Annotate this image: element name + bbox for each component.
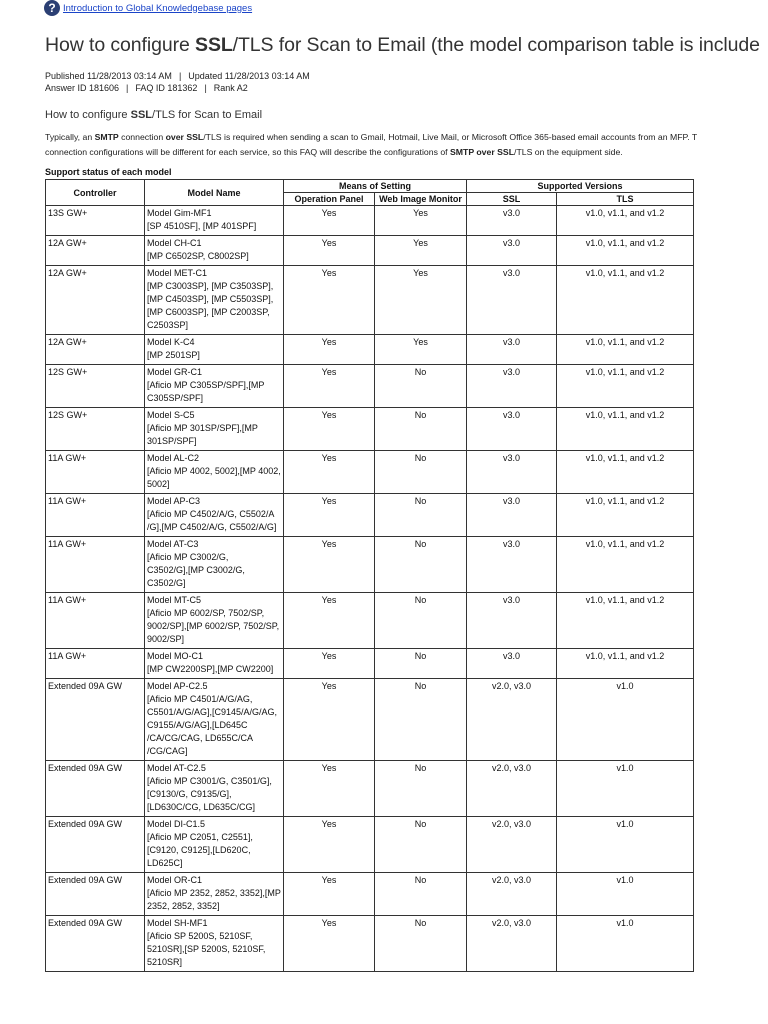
cell-controller: 13S GW+	[46, 206, 145, 236]
cell-ssl: v3.0	[467, 266, 557, 335]
model-name-line: [SP 4510SF], [MP 401SPF]	[147, 221, 257, 231]
cell-operation-panel: Yes	[284, 761, 375, 817]
header-model-name: Model Name	[145, 180, 284, 206]
meta-separator: |	[204, 83, 207, 93]
cell-tls: v1.0, v1.1, and v1.2	[557, 266, 694, 335]
cell-model-name	[145, 679, 284, 761]
model-name-line: Model DI-C1.5	[147, 819, 206, 829]
header-operation-panel: Operation Panel	[284, 193, 375, 206]
cell-ssl: v2.0, v3.0	[467, 679, 557, 761]
model-name-line: Model CH-C1	[147, 238, 202, 248]
model-name-line: [MP CW2200SP],[MP CW2200]	[147, 664, 274, 674]
cell-web-image-monitor: No	[375, 817, 467, 873]
model-name-line: [C9130/G, C9135/G],	[147, 789, 232, 799]
meta-separator: |	[178, 71, 182, 81]
cell-ssl: v2.0, v3.0	[467, 817, 557, 873]
cell-tls: v1.0	[557, 679, 694, 761]
model-name-line: [MP C3003SP], [MP C3503SP],	[147, 281, 274, 291]
model-name-line: C3502/G]	[147, 578, 186, 588]
cell-controller: 12S GW+	[46, 408, 145, 451]
cell-ssl: v2.0, v3.0	[467, 873, 557, 916]
question-circle-icon[interactable]: ?	[44, 0, 60, 16]
meta-line-1	[45, 70, 310, 82]
cell-controller: Extended 09A GW	[46, 817, 145, 873]
cell-controller: 12A GW+	[46, 266, 145, 335]
cell-tls: v1.0, v1.1, and v1.2	[557, 451, 694, 494]
model-name-line: [C9120, C9125],[LD620C,	[147, 845, 251, 855]
cell-ssl: v3.0	[467, 494, 557, 537]
model-name-line: [Aficio SP 5200S, 5210SF,	[147, 931, 253, 941]
cell-operation-panel: Yes	[284, 335, 375, 365]
header-tls: TLS	[557, 193, 694, 206]
cell-web-image-monitor: Yes	[375, 236, 467, 266]
cell-web-image-monitor: Yes	[375, 335, 467, 365]
model-name-line: 5210SR]	[147, 957, 183, 967]
model-name-line: /G],[MP C4502/A/G, C5502/A/G]	[147, 522, 277, 532]
cell-controller: Extended 09A GW	[46, 679, 145, 761]
model-name-line: /CA/CG/CAG, LD655C/CA	[147, 733, 254, 743]
table-section-label: Support status of each model	[45, 167, 172, 177]
cell-ssl: v3.0	[467, 451, 557, 494]
model-name-line: [LD630C/CG, LD635C/CG]	[147, 802, 256, 812]
article-meta	[45, 70, 310, 94]
cell-web-image-monitor: No	[375, 873, 467, 916]
intro-paragraph	[45, 130, 768, 160]
intro-bold: SMTP over SSL	[449, 147, 515, 157]
page-title	[45, 34, 768, 57]
faq-id: FAQ ID 181362	[135, 83, 198, 93]
cell-controller: 12S GW+	[46, 365, 145, 408]
intro-line-2	[45, 145, 768, 160]
intro-text: connection	[118, 132, 166, 142]
table-row	[46, 335, 694, 365]
cell-model-name	[145, 761, 284, 817]
header-ssl: SSL	[467, 193, 557, 206]
cell-ssl: v3.0	[467, 335, 557, 365]
model-name-line: 301SP/SPF]	[147, 436, 197, 446]
table-row	[46, 537, 694, 593]
model-support-table	[45, 179, 694, 972]
cell-operation-panel: Yes	[284, 408, 375, 451]
cell-operation-panel: Yes	[284, 916, 375, 972]
cell-tls: v1.0, v1.1, and v1.2	[557, 494, 694, 537]
intro-line-1	[45, 130, 768, 145]
table-row	[46, 494, 694, 537]
model-name-line: [Aficio MP C3001/G, C3501/G],	[147, 776, 272, 786]
model-name-line: Model AT-C2.5	[147, 763, 206, 773]
model-name-line: C9155/A/G/AG],[LD645C	[147, 720, 248, 730]
cell-operation-panel: Yes	[284, 537, 375, 593]
cell-controller: 11A GW+	[46, 451, 145, 494]
intro-text: /TLS is required when sending a scan to Gmail, Hotmail, Live Mail, or Microsoft Office 365-based email accounts from an MFP. T	[203, 132, 698, 142]
cell-tls: v1.0	[557, 817, 694, 873]
cell-model-name	[145, 236, 284, 266]
model-name-line: LD625C]	[147, 858, 183, 868]
subtitle-bold: SSL	[130, 109, 153, 121]
table-row	[46, 817, 694, 873]
model-name-line: [Aficio MP C2051, C2551],	[147, 832, 253, 842]
model-name-line: [MP C6502SP, C8002SP]	[147, 251, 249, 261]
cell-model-name	[145, 873, 284, 916]
cell-ssl: v3.0	[467, 649, 557, 679]
intro-text: Typically, an	[45, 132, 95, 142]
model-name-line: 9002/SP]	[147, 634, 185, 644]
table-row	[46, 649, 694, 679]
cell-ssl: v3.0	[467, 365, 557, 408]
table-row	[46, 365, 694, 408]
cell-controller: 12A GW+	[46, 236, 145, 266]
header-means-of-setting: Means of Setting	[284, 180, 467, 193]
meta-line-2	[45, 82, 310, 94]
cell-model-name	[145, 451, 284, 494]
table-row	[46, 593, 694, 649]
model-name-line: [Aficio MP C3002/G,	[147, 552, 229, 562]
cell-web-image-monitor: No	[375, 761, 467, 817]
model-name-line: 5210SR],[SP 5200S, 5210SF,	[147, 944, 266, 954]
header-web-image-monitor: Web Image Monitor	[375, 193, 467, 206]
cell-controller: Extended 09A GW	[46, 873, 145, 916]
cell-operation-panel: Yes	[284, 679, 375, 761]
cell-controller: 11A GW+	[46, 537, 145, 593]
cell-web-image-monitor: No	[375, 679, 467, 761]
cell-ssl: v3.0	[467, 537, 557, 593]
model-name-line: Model Gim-MF1	[147, 208, 212, 218]
cell-tls: v1.0	[557, 761, 694, 817]
header-supported-versions: Supported Versions	[467, 180, 694, 193]
intro-bold: SMTP	[94, 132, 119, 142]
subtitle-pre: How to configure	[45, 109, 131, 121]
model-name-line: 2352, 2852, 3352]	[147, 901, 220, 911]
answer-id: Answer ID 181606	[45, 83, 120, 93]
cell-tls: v1.0, v1.1, and v1.2	[557, 335, 694, 365]
meta-separator: |	[126, 83, 129, 93]
model-name-line: [Aficio MP C4501/A/G/AG,	[147, 694, 253, 704]
subtitle-post: /TLS for Scan to Email	[152, 109, 263, 121]
cell-tls: v1.0, v1.1, and v1.2	[557, 537, 694, 593]
model-name-line: C5501/A/G/AG],[C9145/A/G/AG,	[147, 707, 278, 717]
model-name-line: Model MET-C1	[147, 268, 208, 278]
model-name-line: [Aficio MP 2352, 2852, 3352],[MP	[147, 888, 281, 898]
rank: Rank A2	[213, 83, 248, 93]
model-name-line: Model AP-C3	[147, 496, 201, 506]
cell-tls: v1.0, v1.1, and v1.2	[557, 365, 694, 408]
cell-web-image-monitor: No	[375, 537, 467, 593]
cell-web-image-monitor: No	[375, 451, 467, 494]
model-name-line: /CG/CAG]	[147, 746, 188, 756]
published-date: Published 11/28/2013 03:14 AM	[45, 71, 172, 81]
cell-operation-panel: Yes	[284, 494, 375, 537]
table-body	[46, 206, 694, 972]
model-name-line: [Aficio MP 4002, 5002],[MP 4002,	[147, 466, 281, 476]
table-row	[46, 679, 694, 761]
cell-ssl: v3.0	[467, 206, 557, 236]
table-row	[46, 266, 694, 335]
cell-web-image-monitor: No	[375, 494, 467, 537]
cell-web-image-monitor: No	[375, 916, 467, 972]
title-pre: How to configure	[45, 34, 196, 56]
cell-ssl: v3.0	[467, 236, 557, 266]
model-name-line: Model AL-C2	[147, 453, 200, 463]
model-name-line: C3502/G],[MP C3002/G,	[147, 565, 245, 575]
cell-web-image-monitor: No	[375, 408, 467, 451]
model-name-line: C305SP/SPF]	[147, 393, 204, 403]
model-name-line: Model AP-C2.5	[147, 681, 208, 691]
table-row	[46, 916, 694, 972]
cell-ssl: v2.0, v3.0	[467, 761, 557, 817]
model-name-line: 9002/SP],[MP 6002/SP, 7502/SP,	[147, 621, 280, 631]
cell-tls: v1.0, v1.1, and v1.2	[557, 593, 694, 649]
cell-web-image-monitor: Yes	[375, 266, 467, 335]
model-name-line: [MP C6003SP], [MP C2003SP,	[147, 307, 270, 317]
cell-operation-panel: Yes	[284, 206, 375, 236]
cell-model-name	[145, 916, 284, 972]
table-row	[46, 236, 694, 266]
cell-tls: v1.0	[557, 916, 694, 972]
cell-ssl: v3.0	[467, 593, 557, 649]
model-name-line: C2503SP]	[147, 320, 189, 330]
intro-text: /TLS on the equipment side.	[514, 147, 623, 157]
updated-date: Updated 11/28/2013 03:14 AM	[188, 71, 310, 81]
table-row	[46, 451, 694, 494]
cell-controller: 11A GW+	[46, 494, 145, 537]
table-header-row	[46, 180, 694, 193]
intro-text: connection configurations will be different for each service, so this FAQ will describe the configurations of	[45, 147, 450, 157]
cell-operation-panel: Yes	[284, 649, 375, 679]
global-knowledgebase-link[interactable]: Introduction to Global Knowledgebase pages	[63, 2, 253, 14]
cell-web-image-monitor: Yes	[375, 206, 467, 236]
cell-ssl: v3.0	[467, 408, 557, 451]
title-post: /TLS for Scan to Email (the model comparison table is include	[232, 34, 760, 56]
cell-tls: v1.0, v1.1, and v1.2	[557, 236, 694, 266]
cell-operation-panel: Yes	[284, 236, 375, 266]
intro-bold: over SSL	[165, 132, 204, 142]
table-row	[46, 873, 694, 916]
model-name-line: Model MT-C5	[147, 595, 202, 605]
model-name-line: Model S-C5	[147, 410, 195, 420]
cell-operation-panel: Yes	[284, 593, 375, 649]
model-name-line: [Aficio MP 6002/SP, 7502/SP,	[147, 608, 265, 618]
model-name-line: Model AT-C3	[147, 539, 199, 549]
model-name-line: [MP C4503SP], [MP C5503SP],	[147, 294, 274, 304]
cell-controller: 12A GW+	[46, 335, 145, 365]
cell-model-name	[145, 206, 284, 236]
cell-web-image-monitor: No	[375, 365, 467, 408]
table-row	[46, 408, 694, 451]
cell-operation-panel: Yes	[284, 266, 375, 335]
cell-model-name	[145, 537, 284, 593]
cell-tls: v1.0, v1.1, and v1.2	[557, 408, 694, 451]
cell-model-name	[145, 649, 284, 679]
model-name-line: Model MO-C1	[147, 651, 204, 661]
title-bold: SSL	[195, 34, 233, 56]
model-name-line: Model SH-MF1	[147, 918, 208, 928]
model-name-line: [MP 2501SP]	[147, 350, 200, 360]
model-name-line: Model GR-C1	[147, 367, 203, 377]
table-row	[46, 761, 694, 817]
cell-tls: v1.0, v1.1, and v1.2	[557, 206, 694, 236]
cell-tls: v1.0	[557, 873, 694, 916]
section-subtitle	[45, 109, 262, 121]
cell-model-name	[145, 365, 284, 408]
model-name-line: 5002]	[147, 479, 170, 489]
cell-operation-panel: Yes	[284, 451, 375, 494]
cell-web-image-monitor: No	[375, 593, 467, 649]
table-row	[46, 206, 694, 236]
cell-tls: v1.0, v1.1, and v1.2	[557, 649, 694, 679]
model-name-line: Model K-C4	[147, 337, 195, 347]
model-name-line: [Aficio MP C4502/A/G, C5502/A	[147, 509, 275, 519]
cell-web-image-monitor: No	[375, 649, 467, 679]
cell-operation-panel: Yes	[284, 365, 375, 408]
cell-controller: Extended 09A GW	[46, 761, 145, 817]
cell-model-name	[145, 494, 284, 537]
cell-controller: 11A GW+	[46, 593, 145, 649]
top-bar	[44, 0, 252, 16]
cell-model-name	[145, 266, 284, 335]
cell-model-name	[145, 408, 284, 451]
model-name-line: Model OR-C1	[147, 875, 203, 885]
cell-operation-panel: Yes	[284, 873, 375, 916]
cell-operation-panel: Yes	[284, 817, 375, 873]
model-name-line: [Aficio MP C305SP/SPF],[MP	[147, 380, 265, 390]
cell-model-name	[145, 593, 284, 649]
cell-model-name	[145, 335, 284, 365]
cell-controller: 11A GW+	[46, 649, 145, 679]
cell-ssl: v2.0, v3.0	[467, 916, 557, 972]
cell-controller: Extended 09A GW	[46, 916, 145, 972]
cell-model-name	[145, 817, 284, 873]
model-name-line: [Aficio MP 301SP/SPF],[MP	[147, 423, 258, 433]
header-controller: Controller	[46, 180, 145, 206]
